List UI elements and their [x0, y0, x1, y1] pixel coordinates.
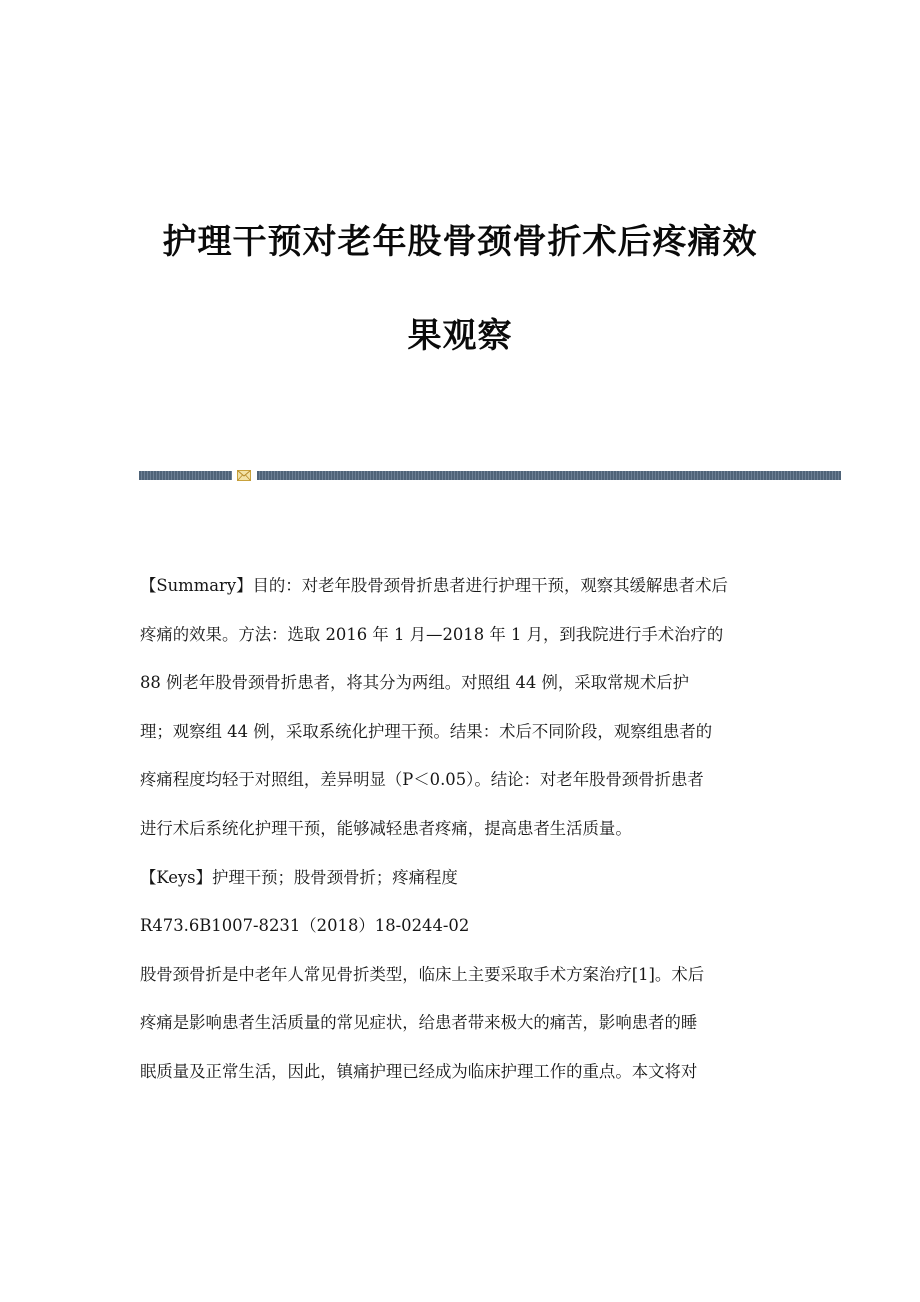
summary-line: 88 例老年股骨颈骨折患者，将其分为两组。对照组 44 例，采取常规术后护	[140, 673, 690, 693]
divider-bar-left	[139, 471, 232, 480]
classification-line: R473.6B1007-8231（2018）18-0244-02	[140, 916, 470, 936]
divider-bar-right	[257, 471, 841, 480]
article-content	[140, 562, 782, 1097]
summary-line: 【Summary】目的：对老年股骨颈骨折患者进行护理干预，观察其缓解患者术后	[140, 576, 728, 595]
envelope-emblem-icon	[237, 470, 251, 481]
body-paragraph	[140, 951, 782, 1097]
keys-paragraph	[140, 854, 782, 903]
body-line: 疼痛是影响患者生活质量的常见症状，给患者带来极大的痛苦，影响患者的睡	[140, 1013, 698, 1033]
summary-line: 进行术后系统化护理干预，能够减轻患者疼痛，提高患者生活质量。	[140, 818, 632, 838]
classification-paragraph	[140, 902, 782, 951]
body-line: 股骨颈骨折是中老年人常见骨折类型，临床上主要采取手术方案治疗[1]。术后	[140, 964, 705, 984]
page-title-line-2: 果观察	[407, 316, 513, 356]
summary-paragraph	[140, 562, 782, 854]
keys-line: 【Keys】护理干预；股骨颈骨折；疼痛程度	[140, 867, 458, 887]
body-line: 眠质量及正常生活，因此，镇痛护理已经成为临床护理工作的重点。本文将对	[140, 1061, 698, 1081]
summary-line: 疼痛程度均轻于对照组，差异明显（P＜0.05）。结论：对老年股骨颈骨折患者	[140, 770, 704, 790]
title-divider	[139, 471, 841, 480]
summary-line: 疼痛的效果。方法：选取 2016 年 1 月—2018 年 1 月，到我院进行手术治疗的	[140, 624, 724, 644]
page-title-line-1: 护理干预对老年股骨颈骨折术后疼痛效	[162, 222, 758, 262]
summary-line: 理；观察组 44 例，采取系统化护理干预。结果：术后不同阶段，观察组患者的	[140, 721, 713, 741]
